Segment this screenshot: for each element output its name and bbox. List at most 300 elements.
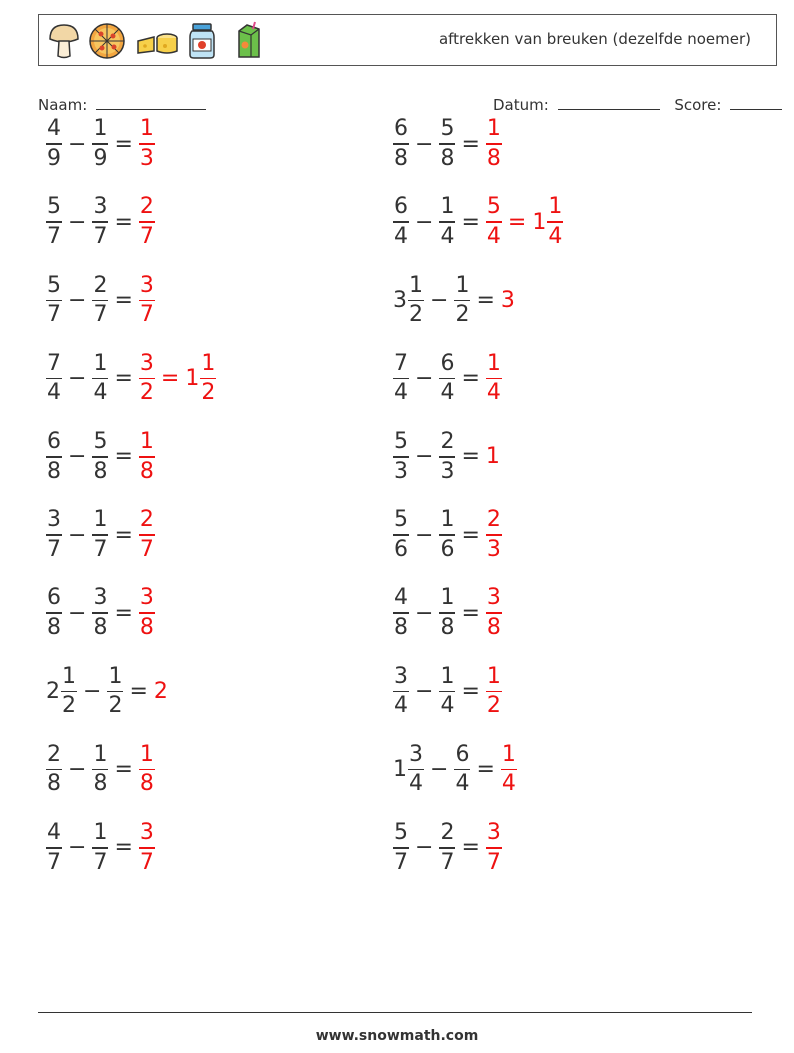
answer-part-numerator: 1 <box>139 429 154 455</box>
answer-part-denominator: 8 <box>486 614 501 640</box>
answer-part-fraction <box>139 587 155 639</box>
problem-11 <box>46 505 155 565</box>
answer-part-fraction-bar <box>547 221 563 223</box>
minus-sign: − <box>68 366 87 392</box>
minuend-fraction-bar <box>393 612 409 614</box>
minuend-fraction-bar <box>393 378 409 380</box>
minuend-fraction <box>408 272 424 328</box>
answer-part-fraction <box>486 663 502 719</box>
minuend-numerator: 4 <box>47 820 61 846</box>
subtrahend-fraction-bar <box>439 534 455 536</box>
minuend-fraction-bar <box>393 534 409 536</box>
minuend-denominator: 4 <box>394 223 408 249</box>
minuend-fraction-bar <box>393 143 409 145</box>
subtrahend-fraction <box>439 587 455 639</box>
minuend-numerator: 6 <box>394 194 408 220</box>
answer-part-denominator: 2 <box>139 380 154 406</box>
minuend-numerator: 3 <box>409 741 423 767</box>
minuend-denominator: 7 <box>47 302 61 328</box>
answer <box>486 196 563 248</box>
equals-sign: = <box>461 131 480 157</box>
subtrahend-denominator: 8 <box>93 771 108 797</box>
subtrahend-fraction <box>92 509 108 561</box>
answer-part-fraction <box>486 118 502 170</box>
minuend-denominator: 7 <box>47 536 61 562</box>
answer <box>139 118 155 170</box>
minuend-fraction-bar <box>46 221 62 223</box>
answer-part-fraction-bar <box>139 769 155 771</box>
answer-part-denominator: 4 <box>486 380 501 406</box>
minus-sign: − <box>415 678 434 704</box>
subtrahend-fraction-bar <box>92 612 108 614</box>
answer-part-denominator: 7 <box>486 849 501 875</box>
answer-part-numerator: 1 <box>201 350 216 376</box>
subtrahend-denominator: 8 <box>93 614 108 640</box>
pizza-icon <box>87 21 127 61</box>
minuend-fraction <box>46 822 62 874</box>
minus-sign: − <box>68 131 87 157</box>
answer-part-fraction <box>501 741 517 797</box>
equals-sign: = <box>476 757 495 783</box>
answer <box>486 444 501 469</box>
problem-4 <box>393 192 563 252</box>
minuend-whole: 2 <box>46 678 60 704</box>
equals-sign: = <box>114 522 133 548</box>
minuend-whole: 1 <box>393 757 407 783</box>
subtrahend-denominator: 9 <box>93 145 108 171</box>
minus-sign: − <box>68 757 87 783</box>
subtrahend-denominator: 4 <box>455 771 470 797</box>
answer <box>139 587 155 639</box>
footer-url: www.snowmath.com <box>315 1028 479 1044</box>
subtrahend-fraction <box>107 663 123 719</box>
subtrahend-numerator: 2 <box>440 429 455 455</box>
problem-15 <box>46 661 169 721</box>
problem-20 <box>393 818 502 878</box>
subtrahend-fraction <box>92 431 108 483</box>
minus-sign: − <box>415 835 434 861</box>
minuend-fraction <box>393 118 409 170</box>
minuend-fraction <box>46 196 62 248</box>
answer-part-fraction <box>139 196 155 248</box>
problem-8 <box>393 349 502 409</box>
minus-sign: − <box>415 444 434 470</box>
answer-part-fraction-bar <box>139 300 155 302</box>
subtrahend-denominator: 7 <box>93 302 108 328</box>
minuend-numerator: 5 <box>47 272 61 298</box>
answer-part-numerator: 3 <box>139 585 154 611</box>
subtrahend-fraction <box>439 663 455 719</box>
minuend-fraction <box>46 350 62 406</box>
subtrahend-numerator: 1 <box>440 663 455 689</box>
minuend-fraction-bar <box>393 847 409 849</box>
subtrahend-numerator: 1 <box>440 507 455 533</box>
subtrahend-fraction <box>92 118 108 170</box>
minuend-fraction-bar <box>408 769 424 771</box>
cheese-icon <box>135 21 179 61</box>
subtrahend-fraction-bar <box>439 378 455 380</box>
juice-box-icon <box>233 21 263 61</box>
subtrahend-denominator: 3 <box>440 458 455 484</box>
answer-part-numerator: 5 <box>486 194 501 220</box>
answer-part-fraction <box>139 741 155 797</box>
minuend-fraction <box>46 431 62 483</box>
minuend-fraction-bar <box>393 691 409 693</box>
subtrahend-numerator: 5 <box>93 429 108 455</box>
minuend-fraction <box>46 509 62 561</box>
answer-part-fraction-bar <box>139 143 155 145</box>
minuend-fraction-bar <box>408 300 424 302</box>
answer-part-numerator: 3 <box>486 820 501 846</box>
subtrahend-denominator: 8 <box>93 458 108 484</box>
subtrahend-numerator: 1 <box>440 585 455 611</box>
subtrahend-denominator: 2 <box>455 302 470 328</box>
subtrahend-numerator: 1 <box>93 820 108 846</box>
minuend-denominator: 8 <box>394 614 408 640</box>
minuend-denominator: 7 <box>47 849 61 875</box>
subtrahend-numerator: 3 <box>93 585 108 611</box>
subtrahend-fraction <box>439 431 455 483</box>
subtrahend-fraction-bar <box>439 847 455 849</box>
minuend-numerator: 3 <box>394 663 408 689</box>
answer-part-fraction <box>139 118 155 170</box>
answer-part-denominator: 7 <box>139 849 154 875</box>
minus-sign: − <box>430 757 449 783</box>
subtrahend-fraction <box>439 822 455 874</box>
subtrahend-fraction-bar <box>107 691 123 693</box>
minus-sign: − <box>415 131 434 157</box>
subtrahend-fraction-bar <box>92 847 108 849</box>
answer-part-fraction-bar <box>486 847 502 849</box>
answer <box>139 196 155 248</box>
minuend-denominator: 2 <box>409 302 423 328</box>
date-score-field <box>493 95 782 114</box>
answer-part-numerator: 1 <box>501 741 516 767</box>
minuend-denominator: 8 <box>394 145 408 171</box>
minuend-numerator: 5 <box>394 820 408 846</box>
name-label: Naam: <box>38 96 88 114</box>
minuend-fraction <box>46 587 62 639</box>
equals-sign: = <box>114 757 133 783</box>
answer-equals-sign: = <box>507 209 527 235</box>
equals-sign: = <box>114 287 133 313</box>
answer-part-numerator: 1 <box>548 194 563 220</box>
equals-sign: = <box>129 678 148 704</box>
answer-part-fraction <box>486 196 502 248</box>
minuend-fraction-bar <box>393 456 409 458</box>
answer-part-denominator: 7 <box>139 302 154 328</box>
subtrahend-fraction <box>92 272 108 328</box>
answer-part-numerator: 1 <box>139 741 154 767</box>
equals-sign: = <box>114 131 133 157</box>
subtrahend-fraction <box>439 118 455 170</box>
name-field <box>38 95 206 114</box>
problem-19 <box>46 818 155 878</box>
subtrahend-numerator: 1 <box>93 350 108 376</box>
subtrahend-numerator: 2 <box>440 820 455 846</box>
subtrahend-fraction-bar <box>92 378 108 380</box>
subtrahend-fraction <box>439 196 455 248</box>
answer <box>139 509 155 561</box>
subtrahend-denominator: 4 <box>440 380 455 406</box>
minuend-denominator: 8 <box>47 771 61 797</box>
answer-part-fraction-bar <box>501 769 517 771</box>
minuend-fraction <box>46 741 62 797</box>
minuend-denominator: 8 <box>47 614 61 640</box>
problem-3 <box>46 192 155 252</box>
subtrahend-denominator: 8 <box>440 145 455 171</box>
minus-sign: − <box>415 366 434 392</box>
subtrahend-fraction-bar <box>92 769 108 771</box>
equals-sign: = <box>114 600 133 626</box>
minus-sign: − <box>68 600 87 626</box>
subtrahend-denominator: 2 <box>108 693 123 719</box>
minuend-fraction <box>393 663 409 719</box>
subtrahend-fraction-bar <box>439 143 455 145</box>
answer-part-denominator: 3 <box>139 145 154 171</box>
answer-part-fraction <box>139 431 155 483</box>
answer-part-fraction-bar <box>139 456 155 458</box>
minuend-numerator: 4 <box>394 585 408 611</box>
minuend-numerator: 6 <box>394 116 408 142</box>
answer-part-fraction-bar <box>200 378 216 380</box>
minuend-fraction <box>393 822 409 874</box>
subtrahend-fraction <box>92 822 108 874</box>
answer-part-denominator: 7 <box>139 223 154 249</box>
subtrahend-denominator: 7 <box>440 849 455 875</box>
answer-part-denominator: 7 <box>139 536 154 562</box>
minuend-fraction <box>408 741 424 797</box>
minuend-fraction-bar <box>46 769 62 771</box>
answer <box>139 822 155 874</box>
minuend-fraction <box>393 509 409 561</box>
equals-sign: = <box>461 209 480 235</box>
minuend-denominator: 9 <box>47 145 61 171</box>
minuend-fraction-bar <box>46 612 62 614</box>
problem-16 <box>393 661 502 721</box>
minus-sign: − <box>68 209 87 235</box>
subtrahend-fraction <box>454 741 470 797</box>
equals-sign: = <box>114 835 133 861</box>
answer <box>486 509 502 561</box>
minuend-fraction <box>393 196 409 248</box>
subtrahend-fraction-bar <box>439 456 455 458</box>
minuend-whole: 3 <box>393 287 407 313</box>
subtrahend-denominator: 4 <box>93 380 108 406</box>
subtrahend-numerator: 2 <box>93 272 108 298</box>
subtrahend-numerator: 1 <box>440 194 455 220</box>
minus-sign: − <box>415 600 434 626</box>
minuend-denominator: 7 <box>47 223 61 249</box>
equals-sign: = <box>461 522 480 548</box>
header-box <box>38 14 777 66</box>
answer-part-fraction-bar <box>486 378 502 380</box>
equals-sign: = <box>461 366 480 392</box>
minuend-fraction-bar <box>46 300 62 302</box>
score-line <box>730 95 782 110</box>
answer-part-denominator: 4 <box>548 223 563 249</box>
minus-sign: − <box>68 444 87 470</box>
jam-jar-icon <box>187 21 217 61</box>
equals-sign: = <box>461 835 480 861</box>
answer-part-numerator: 1 <box>486 116 501 142</box>
minuend-fraction <box>61 663 77 719</box>
subtrahend-fraction-bar <box>92 534 108 536</box>
answer-part-whole: 3 <box>500 287 515 313</box>
answer-part-whole: 1 <box>532 209 547 235</box>
answer <box>139 272 155 328</box>
subtrahend-numerator: 6 <box>440 350 455 376</box>
answer-part-fraction <box>486 822 502 874</box>
minuend-denominator: 3 <box>394 458 408 484</box>
minuend-fraction <box>393 587 409 639</box>
minuend-denominator: 2 <box>62 693 76 719</box>
equals-sign: = <box>461 444 480 470</box>
subtrahend-fraction-bar <box>92 456 108 458</box>
answer-part-denominator: 2 <box>486 693 501 719</box>
minus-sign: − <box>415 522 434 548</box>
subtrahend-fraction <box>92 587 108 639</box>
answer <box>486 822 502 874</box>
subtrahend-fraction-bar <box>92 143 108 145</box>
answer-part-numerator: 2 <box>139 507 154 533</box>
minuend-fraction-bar <box>393 221 409 223</box>
problem-1 <box>46 114 155 174</box>
answer-equals-sign: = <box>160 366 180 392</box>
minuend-numerator: 3 <box>47 507 61 533</box>
equals-sign: = <box>476 287 495 313</box>
subtrahend-fraction <box>92 350 108 406</box>
answer-part-denominator: 8 <box>139 771 154 797</box>
minuend-numerator: 1 <box>409 272 423 298</box>
answer-part-numerator: 3 <box>139 350 154 376</box>
subtrahend-fraction-bar <box>92 300 108 302</box>
score-label: Score: <box>674 96 722 114</box>
subtrahend-fraction <box>439 509 455 561</box>
minuend-numerator: 2 <box>47 741 61 767</box>
minuend-numerator: 6 <box>47 585 61 611</box>
subtrahend-fraction <box>92 741 108 797</box>
answer-part-numerator: 3 <box>486 585 501 611</box>
subtrahend-denominator: 6 <box>440 536 455 562</box>
answer-part-fraction-bar <box>139 612 155 614</box>
minuend-fraction-bar <box>46 534 62 536</box>
minuend-fraction-bar <box>46 143 62 145</box>
subtrahend-fraction <box>439 350 455 406</box>
problem-13 <box>46 583 155 643</box>
answer-part-whole: 2 <box>153 678 168 704</box>
answer-part-fraction <box>139 822 155 874</box>
answer <box>486 587 502 639</box>
minus-sign: − <box>68 835 87 861</box>
subtrahend-fraction-bar <box>439 612 455 614</box>
answer <box>139 431 155 483</box>
answer-part-denominator: 2 <box>201 380 216 406</box>
equals-sign: = <box>114 209 133 235</box>
date-line <box>558 95 660 110</box>
answer-part-numerator: 3 <box>139 272 154 298</box>
answer-part-denominator: 4 <box>486 223 501 249</box>
subtrahend-fraction-bar <box>454 769 470 771</box>
minus-sign: − <box>430 287 449 313</box>
answer <box>486 663 502 719</box>
minuend-fraction <box>46 272 62 328</box>
minuend-fraction <box>393 350 409 406</box>
subtrahend-fraction-bar <box>454 300 470 302</box>
minuend-numerator: 7 <box>47 350 61 376</box>
minuend-denominator: 7 <box>394 849 408 875</box>
problem-18 <box>393 740 517 800</box>
problem-6 <box>393 270 516 330</box>
answer-part-fraction <box>139 272 155 328</box>
problem-5 <box>46 270 155 330</box>
answer <box>501 741 517 797</box>
answer <box>486 350 502 406</box>
minuend-denominator: 4 <box>409 771 423 797</box>
minuend-denominator: 4 <box>394 693 408 719</box>
minuend-numerator: 7 <box>394 350 408 376</box>
answer-part-fraction <box>486 509 502 561</box>
minuend-denominator: 4 <box>47 380 61 406</box>
answer-part-fraction-bar <box>486 143 502 145</box>
subtrahend-numerator: 1 <box>108 663 123 689</box>
answer-part-denominator: 3 <box>486 536 501 562</box>
answer <box>154 679 169 704</box>
subtrahend-numerator: 6 <box>455 741 470 767</box>
minus-sign: − <box>83 678 102 704</box>
answer-part-fraction-bar <box>139 534 155 536</box>
answer <box>139 350 216 406</box>
answer-part-denominator: 8 <box>139 614 154 640</box>
subtrahend-numerator: 1 <box>93 116 108 142</box>
subtrahend-denominator: 4 <box>440 223 455 249</box>
minuend-numerator: 5 <box>47 194 61 220</box>
answer-part-numerator: 1 <box>139 116 154 142</box>
subtrahend-fraction-bar <box>439 221 455 223</box>
problem-17 <box>46 740 155 800</box>
subtrahend-numerator: 5 <box>440 116 455 142</box>
worksheet-title: aftrekken van breuken (dezelfde noemer) <box>438 30 751 48</box>
mushroom-icon <box>47 21 81 61</box>
answer-part-fraction-bar <box>139 221 155 223</box>
minus-sign: − <box>415 209 434 235</box>
answer-part-fraction-bar <box>486 221 502 223</box>
minuend-denominator: 6 <box>394 536 408 562</box>
footer-divider <box>38 1012 752 1013</box>
answer-part-numerator: 1 <box>486 350 501 376</box>
subtrahend-denominator: 7 <box>93 223 108 249</box>
answer-part-fraction-bar <box>486 691 502 693</box>
answer-part-numerator: 1 <box>486 663 501 689</box>
answer-part-whole: 1 <box>185 366 200 392</box>
minuend-fraction-bar <box>46 378 62 380</box>
minuend-numerator: 1 <box>62 663 76 689</box>
answer-part-fraction <box>139 509 155 561</box>
answer-part-denominator: 4 <box>501 771 516 797</box>
equals-sign: = <box>461 600 480 626</box>
answer-part-fraction <box>139 350 155 406</box>
problem-14 <box>393 583 502 643</box>
subtrahend-denominator: 8 <box>440 614 455 640</box>
answer-part-fraction-bar <box>139 847 155 849</box>
answer-part-whole: 1 <box>485 444 500 470</box>
equals-sign: = <box>461 678 480 704</box>
minuend-numerator: 6 <box>47 429 61 455</box>
minuend-fraction-bar <box>61 691 77 693</box>
subtrahend-fraction-bar <box>439 691 455 693</box>
answer-part-denominator: 8 <box>486 145 501 171</box>
minuend-denominator: 4 <box>394 380 408 406</box>
